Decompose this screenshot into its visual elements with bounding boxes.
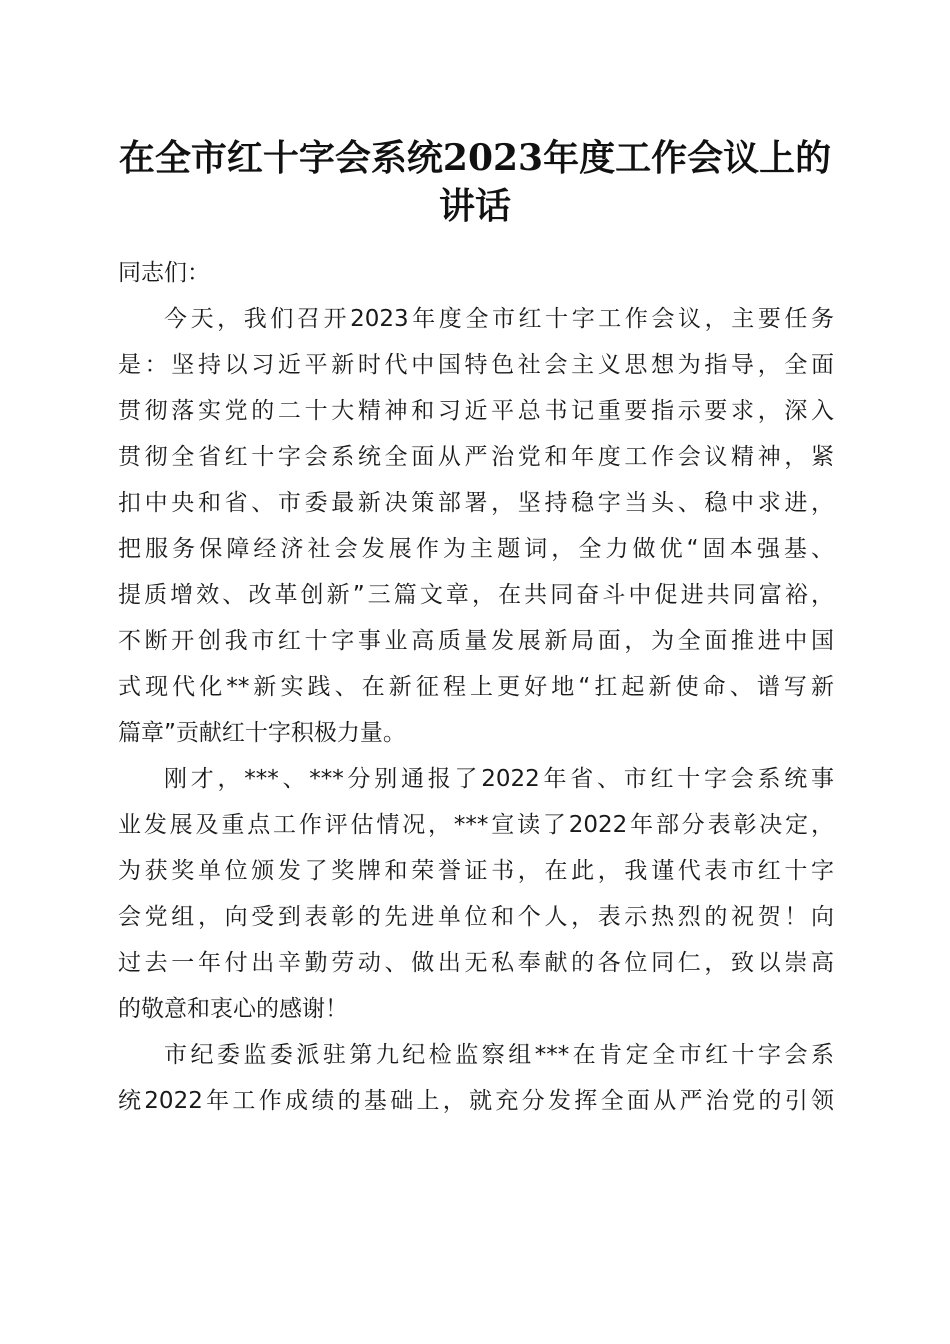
document-body [118, 250, 834, 1124]
paragraph-2 [118, 756, 834, 1032]
paragraph-line: 扣中央和省、市委最新决策部署，坚持稳字当头、稳中求进， [118, 490, 834, 516]
paragraph-line: 把服务保障经济社会发展作为主题词，全力做优“固本强基、 [118, 536, 834, 562]
paragraph-line: 贯彻落实党的二十大精神和习近平总书记重要指示要求，深入 [118, 398, 834, 424]
salutation: 同志们： [118, 260, 210, 286]
paragraph-3 [118, 1032, 834, 1124]
paragraph-line: 是：坚持以习近平新时代中国特色社会主义思想为指导，全面 [118, 352, 834, 378]
paragraph-line: 不断开创我市红十字事业高质量发展新局面，为全面推进中国 [118, 628, 834, 654]
paragraph-line: 为获奖单位颁发了奖牌和荣誉证书，在此，我谨代表市红十字 [118, 858, 834, 884]
paragraph-line: 篇章”贡献红十字积极力量。 [118, 720, 406, 746]
paragraph-line: 统2022年工作成绩的基础上，就充分发挥全面从严治党的引领 [118, 1088, 834, 1114]
title-line-2: 讲话 [438, 185, 511, 227]
paragraph-1 [118, 296, 834, 756]
document-title [100, 134, 850, 230]
paragraph-line: 业发展及重点工作评估情况，***宣读了2022年部分表彰决定， [118, 812, 834, 838]
paragraph-line: 过去一年付出辛勤劳动、做出无私奉献的各位同仁，致以崇高 [118, 950, 834, 976]
title-line-1: 在全市红十字会系统2023年度工作会议上的 [118, 137, 832, 179]
paragraph-line: 刚才，***、***分别通报了2022年省、市红十字会系统事 [164, 766, 834, 792]
paragraph-line: 式现代化**新实践、在新征程上更好地“扛起新使命、谱写新 [118, 674, 834, 700]
paragraph-line: 会党组，向受到表彰的先进单位和个人，表示热烈的祝贺！向 [118, 904, 834, 930]
paragraph-line: 的敬意和衷心的感谢！ [118, 996, 348, 1022]
paragraph-line: 今天，我们召开2023年度全市红十字工作会议，主要任务 [164, 306, 834, 332]
paragraph-line: 贯彻全省红十字会系统全面从严治党和年度工作会议精神，紧 [118, 444, 834, 470]
paragraph-line: 提质增效、改革创新”三篇文章，在共同奋斗中促进共同富裕， [118, 582, 834, 608]
paragraph-line: 市纪委监委派驻第九纪检监察组***在肯定全市红十字会系 [164, 1042, 834, 1068]
